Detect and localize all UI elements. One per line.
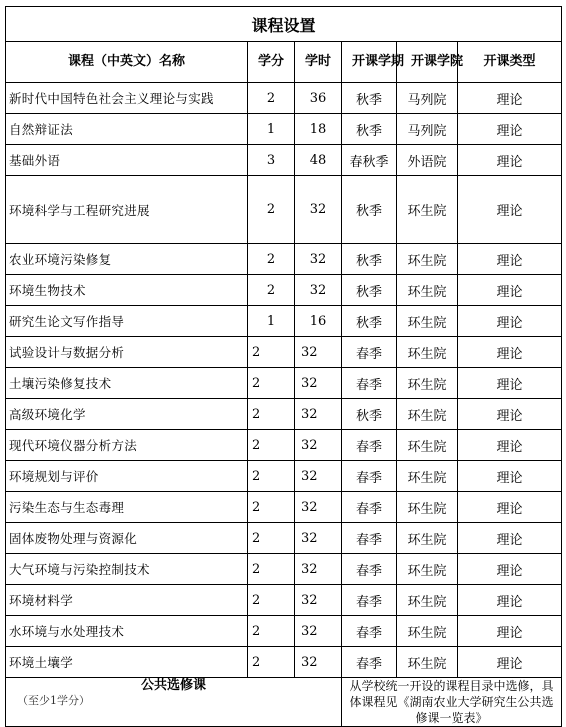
course-hours: 32 [295, 461, 342, 492]
table-row [6, 523, 562, 554]
course-name: 大气环境与污染控制技术 [6, 554, 248, 585]
course-college: 环生院 [397, 399, 458, 430]
course-credit: 2 [248, 244, 295, 275]
course-semester: 春季 [342, 461, 397, 492]
course-hours: 48 [295, 145, 342, 176]
header-college: 开课学院 [397, 42, 458, 83]
course-name: 农业环境污染修复 [6, 244, 248, 275]
course-hours: 32 [295, 368, 342, 399]
course-college: 环生院 [397, 461, 458, 492]
course-credit: 2 [248, 461, 295, 492]
course-name: 高级环境化学 [6, 399, 248, 430]
course-type: 理论 [458, 145, 562, 176]
table-row [6, 83, 562, 114]
table-row [6, 399, 562, 430]
course-table [5, 6, 562, 727]
course-semester: 春季 [342, 616, 397, 647]
course-semester: 春季 [342, 430, 397, 461]
course-name: 新时代中国特色社会主义理论与实践 [6, 83, 248, 114]
table-row [6, 337, 562, 368]
course-college: 环生院 [397, 585, 458, 616]
course-hours: 16 [295, 306, 342, 337]
course-credit: 2 [248, 176, 295, 244]
table-row [6, 647, 562, 678]
course-college: 马列院 [397, 83, 458, 114]
course-credit: 2 [248, 554, 295, 585]
course-semester: 秋季 [342, 399, 397, 430]
course-type: 理论 [458, 399, 562, 430]
course-name: 土壤污染修复技术 [6, 368, 248, 399]
course-name: 试验设计与数据分析 [6, 337, 248, 368]
course-name: 环境生物技术 [6, 275, 248, 306]
course-name: 固体废物处理与资源化 [6, 523, 248, 554]
course-name: 基础外语 [6, 145, 248, 176]
course-semester: 春季 [342, 492, 397, 523]
table-row [6, 244, 562, 275]
course-type: 理论 [458, 585, 562, 616]
course-college: 环生院 [397, 275, 458, 306]
course-college: 环生院 [397, 554, 458, 585]
course-name: 水环境与水处理技术 [6, 616, 248, 647]
course-college: 环生院 [397, 616, 458, 647]
course-credit: 1 [248, 114, 295, 145]
course-type: 理论 [458, 306, 562, 337]
course-name: 环境材料学 [6, 585, 248, 616]
course-credit: 2 [248, 275, 295, 306]
course-semester: 秋季 [342, 306, 397, 337]
footer-note: 从学校统一开设的课程目录中选修，具体课程见《湖南农业大学研究生公共选修课一览表》 [342, 678, 562, 727]
course-credit: 2 [248, 430, 295, 461]
course-college: 环生院 [397, 523, 458, 554]
course-type: 理论 [458, 176, 562, 244]
footer-sub: （至少1学分） [17, 694, 90, 707]
course-semester: 春季 [342, 647, 397, 678]
course-college: 马列院 [397, 114, 458, 145]
course-type: 理论 [458, 83, 562, 114]
course-type: 理论 [458, 244, 562, 275]
header-type: 开课类型 [458, 42, 562, 83]
course-type: 理论 [458, 275, 562, 306]
course-name: 环境科学与工程研究进展 [6, 176, 248, 244]
course-semester: 春季 [342, 368, 397, 399]
course-name: 现代环境仪器分析方法 [6, 430, 248, 461]
table-row [6, 616, 562, 647]
header-name: 课程（中英文）名称 [6, 42, 248, 83]
table-row [6, 492, 562, 523]
course-hours: 32 [295, 492, 342, 523]
course-hours: 18 [295, 114, 342, 145]
course-hours: 32 [295, 554, 342, 585]
header-row [6, 42, 562, 83]
table-row [6, 145, 562, 176]
table-row [6, 585, 562, 616]
table-row [6, 176, 562, 244]
course-college: 环生院 [397, 244, 458, 275]
course-semester: 春季 [342, 523, 397, 554]
course-credit: 2 [248, 337, 295, 368]
course-semester: 秋季 [342, 176, 397, 244]
course-credit: 2 [248, 647, 295, 678]
course-semester: 秋季 [342, 244, 397, 275]
course-semester: 春季 [342, 585, 397, 616]
course-type: 理论 [458, 554, 562, 585]
course-hours: 32 [295, 585, 342, 616]
course-college: 环生院 [397, 337, 458, 368]
course-hours: 36 [295, 83, 342, 114]
course-type: 理论 [458, 368, 562, 399]
course-semester: 秋季 [342, 275, 397, 306]
course-type: 理论 [458, 430, 562, 461]
course-credit: 2 [248, 83, 295, 114]
course-hours: 32 [295, 523, 342, 554]
course-type: 理论 [458, 616, 562, 647]
course-name: 研究生论文写作指导 [6, 306, 248, 337]
course-hours: 32 [295, 275, 342, 306]
table-row [6, 114, 562, 145]
course-credit: 2 [248, 492, 295, 523]
course-type: 理论 [458, 492, 562, 523]
footer-label-cell [6, 678, 342, 727]
course-hours: 32 [295, 430, 342, 461]
course-hours: 32 [295, 244, 342, 275]
course-hours: 32 [295, 176, 342, 244]
course-semester: 春季 [342, 554, 397, 585]
course-credit: 2 [248, 368, 295, 399]
course-college: 环生院 [397, 492, 458, 523]
course-college: 环生院 [397, 368, 458, 399]
course-credit: 1 [248, 306, 295, 337]
table-row [6, 306, 562, 337]
course-semester: 春秋季 [342, 145, 397, 176]
course-hours: 32 [295, 647, 342, 678]
footer-row [6, 678, 562, 727]
course-college: 环生院 [397, 647, 458, 678]
table-row [6, 461, 562, 492]
course-credit: 2 [248, 585, 295, 616]
header-semester: 开课学期 [342, 42, 397, 83]
course-college: 环生院 [397, 176, 458, 244]
course-credit: 3 [248, 145, 295, 176]
table-row [6, 554, 562, 585]
course-name: 污染生态与生态毒理 [6, 492, 248, 523]
table-row [6, 368, 562, 399]
table-title: 课程设置 [6, 7, 562, 42]
course-type: 理论 [458, 523, 562, 554]
course-type: 理论 [458, 114, 562, 145]
course-college: 环生院 [397, 430, 458, 461]
course-name: 环境规划与评价 [6, 461, 248, 492]
table-row [6, 430, 562, 461]
course-college: 环生院 [397, 306, 458, 337]
course-name: 自然辩证法 [6, 114, 248, 145]
header-hours: 学时 [295, 42, 342, 83]
course-hours: 32 [295, 337, 342, 368]
course-semester: 秋季 [342, 83, 397, 114]
course-type: 理论 [458, 461, 562, 492]
course-semester: 秋季 [342, 114, 397, 145]
course-type: 理论 [458, 647, 562, 678]
table-row [6, 275, 562, 306]
course-hours: 32 [295, 616, 342, 647]
header-credit: 学分 [248, 42, 295, 83]
footer-label: 公共选修课 [140, 678, 206, 693]
course-credit: 2 [248, 399, 295, 430]
course-semester: 春季 [342, 337, 397, 368]
course-credit: 2 [248, 616, 295, 647]
course-credit: 2 [248, 523, 295, 554]
course-type: 理论 [458, 337, 562, 368]
course-hours: 32 [295, 399, 342, 430]
course-name: 环境土壤学 [6, 647, 248, 678]
course-college: 外语院 [397, 145, 458, 176]
